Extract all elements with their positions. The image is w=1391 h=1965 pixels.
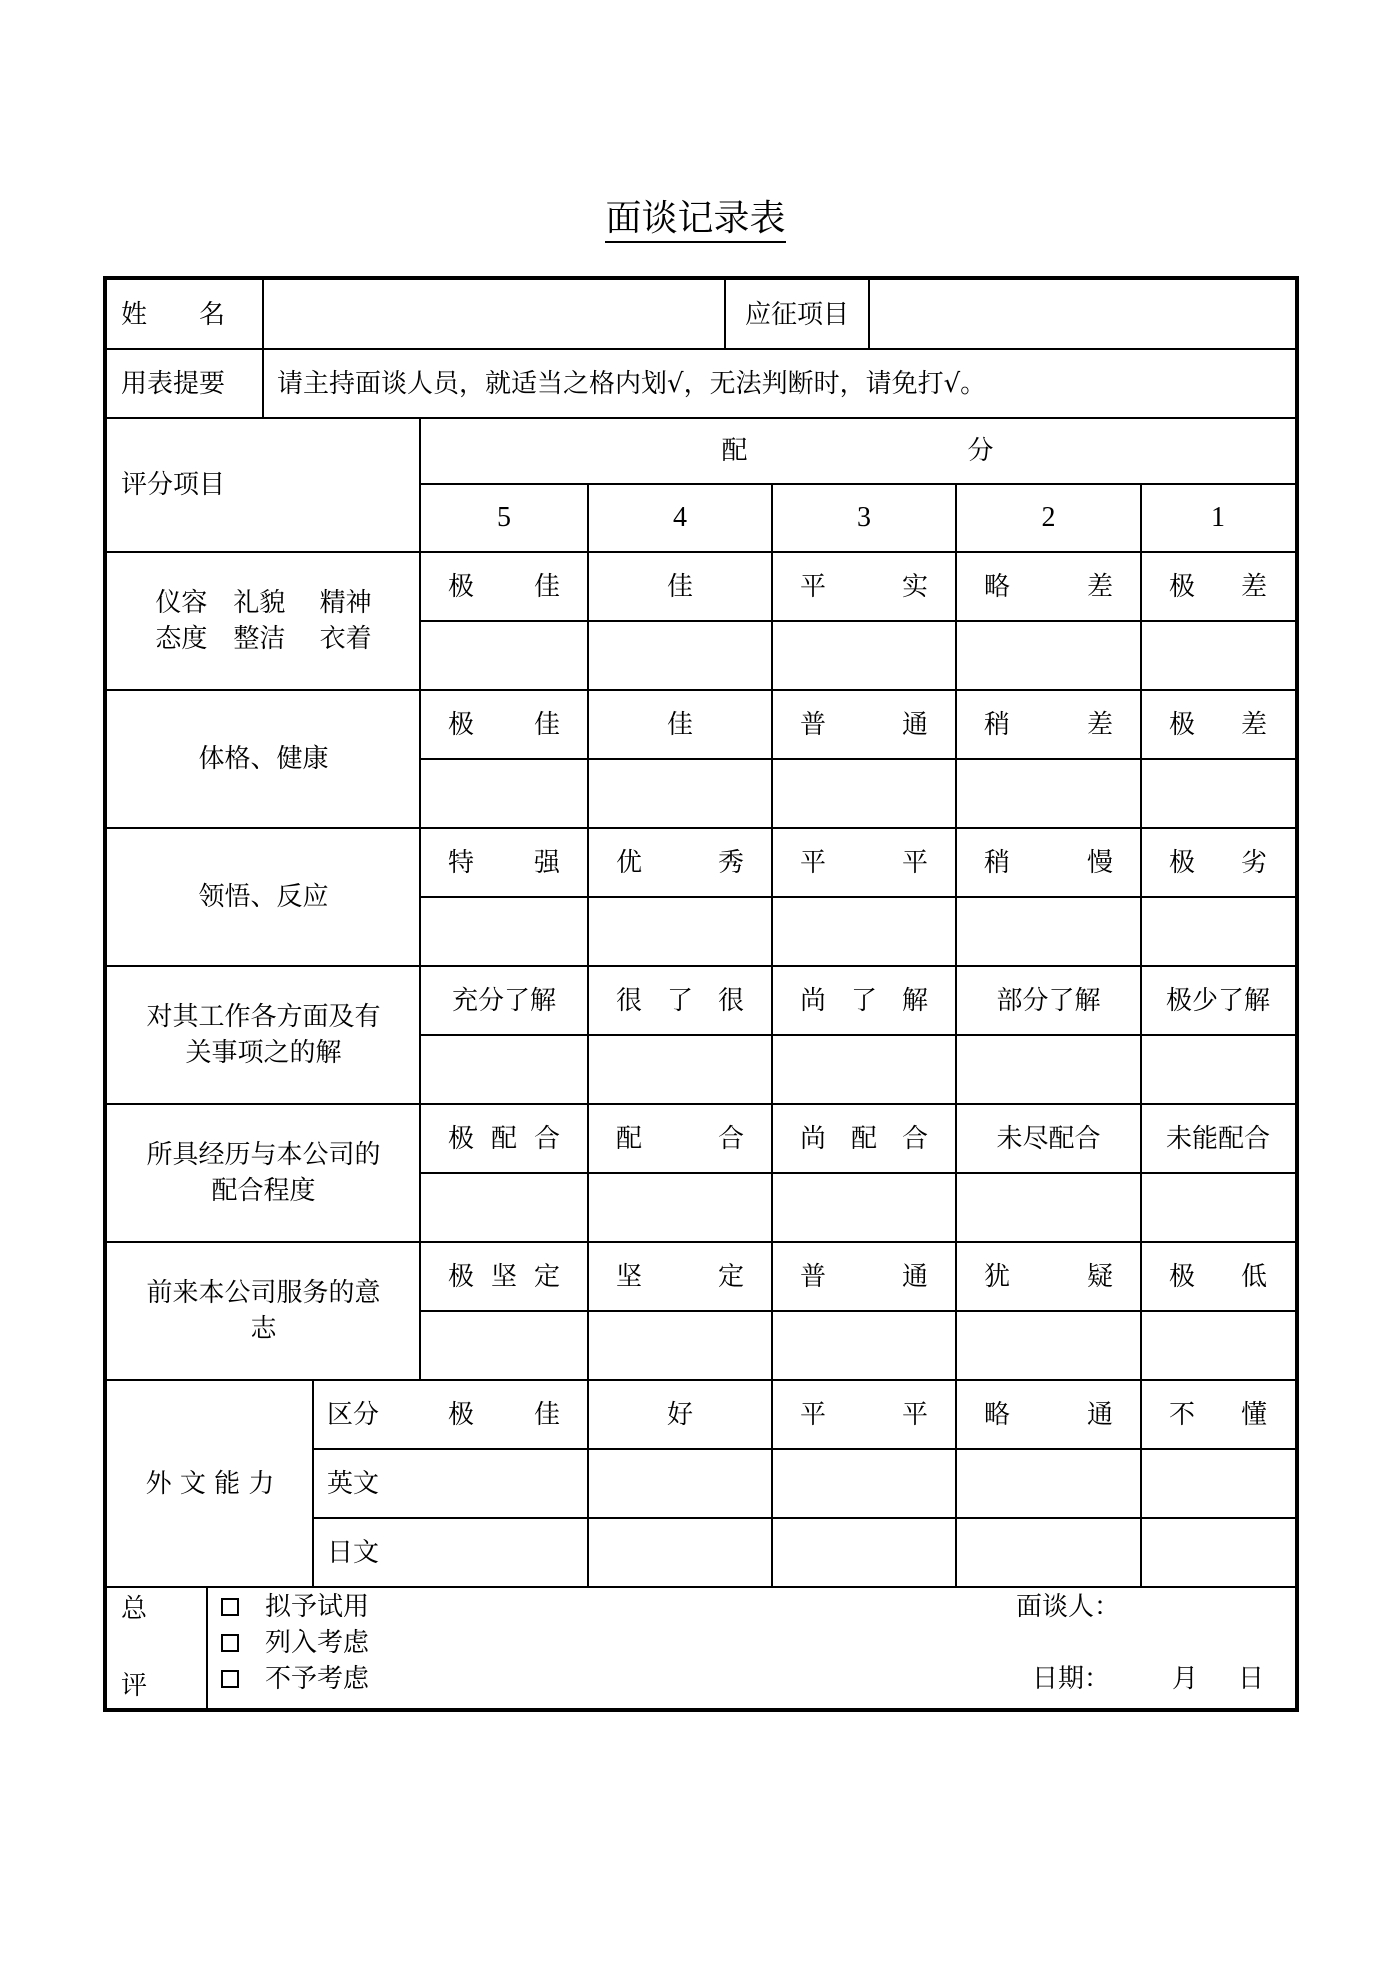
rating-text: 秀 (717, 847, 744, 878)
position-label-text: 应征项目 (744, 299, 849, 330)
language-ability-label (107, 1380, 313, 1587)
rating-text: 差 (1240, 709, 1267, 740)
rating-checkbox-cell[interactable] (1141, 1035, 1295, 1104)
rating-text: 坚 (490, 1261, 517, 1292)
rating-checkbox-cell[interactable] (588, 759, 772, 828)
rating-option (588, 690, 772, 759)
rating-checkbox-cell[interactable] (956, 759, 1141, 828)
rating-text: 平 (800, 847, 827, 878)
rating-text: 坚 (616, 1261, 643, 1292)
summary-option[interactable] (217, 1661, 617, 1697)
interview-record-table (103, 276, 1299, 1712)
grid-line (313, 1448, 1295, 1450)
score-column-4 (588, 484, 772, 552)
english-rating-cell[interactable] (588, 1449, 772, 1518)
instructions-text (263, 349, 1295, 418)
rating-text: 极 (1169, 709, 1196, 740)
rating-text: 实 (901, 571, 928, 602)
rating-text: 稍 (984, 847, 1011, 878)
rating-option (956, 828, 1141, 897)
rating-text: 充分了解 (451, 985, 556, 1016)
rating-text: 略 (984, 1399, 1011, 1430)
summary-option[interactable] (217, 1589, 617, 1625)
criterion-label-line1: 体格、健康 (198, 744, 329, 774)
grid-line (868, 280, 870, 349)
rating-text: 极 (448, 571, 475, 602)
language-sub-label (313, 1518, 420, 1587)
criterion-label-line1: 所具经历与本公司的 (146, 1140, 381, 1170)
english-rating-cell[interactable] (420, 1449, 588, 1518)
rating-text: 极 (448, 1261, 475, 1292)
language-rating-option (1141, 1380, 1295, 1449)
rating-text: 配 (850, 1123, 877, 1154)
criterion-label (107, 966, 420, 1104)
criterion-label-line1: 领悟、反应 (198, 882, 329, 912)
rating-text: 未能配合 (1165, 1123, 1270, 1154)
name-field[interactable] (263, 280, 725, 349)
rating-option (1141, 828, 1295, 897)
instructions-label (107, 349, 263, 418)
criterion-label-line1: 仪容 礼貌 精神 (155, 588, 372, 618)
rating-text: 优 (616, 847, 643, 878)
interviewer-field[interactable] (1002, 1589, 1282, 1625)
rating-text: 通 (901, 1261, 928, 1292)
summary-label-top: 总 (121, 1594, 148, 1624)
rating-text: 部分了解 (996, 985, 1101, 1016)
rating-text: 劣 (1240, 847, 1267, 878)
summary-label (107, 1587, 207, 1708)
name-label (107, 280, 263, 349)
rating-option (588, 828, 772, 897)
rating-option (1141, 690, 1295, 759)
rating-text: 佳 (533, 709, 560, 740)
rating-text: 了 (850, 985, 877, 1016)
form-title: 面谈记录表 (0, 196, 1391, 242)
grid-line (420, 1172, 1295, 1174)
rating-text: 配 (490, 1123, 517, 1154)
rating-text: 极 (1169, 847, 1196, 878)
criterion-label-line1: 对其工作各方面及有 (146, 1002, 381, 1032)
rating-text: 尚 (800, 1123, 827, 1154)
rating-text: 平 (800, 1399, 827, 1430)
rating-checkbox-cell[interactable] (588, 897, 772, 966)
rating-option (772, 828, 956, 897)
rating-text: 佳 (533, 1399, 560, 1430)
rating-option (956, 1104, 1141, 1173)
rating-checkbox-cell[interactable] (772, 621, 956, 690)
rating-checkbox-cell[interactable] (956, 1173, 1141, 1242)
rating-text: 很 (616, 985, 643, 1016)
score-value: 3 (857, 502, 871, 533)
rating-checkbox-cell[interactable] (956, 897, 1141, 966)
grid-line (420, 1310, 1295, 1312)
rating-text: 极 (1169, 571, 1196, 602)
grid-line (420, 896, 1295, 898)
language-sub-label-text: 英文 (327, 1468, 380, 1499)
grid-line (107, 1586, 1295, 1588)
grid-line (313, 1517, 1295, 1519)
rating-text: 合 (533, 1123, 560, 1154)
interviewer-label: 面谈人： (1016, 1592, 1121, 1622)
rating-option (772, 1104, 956, 1173)
rating-option (772, 690, 956, 759)
rating-checkbox-cell[interactable] (588, 1311, 772, 1380)
language-sub-label (313, 1449, 420, 1518)
grid-line (420, 1034, 1295, 1036)
rating-text: 犹 (984, 1261, 1011, 1292)
rating-text: 配 (616, 1123, 643, 1154)
language-sub-label-text: 日文 (327, 1537, 380, 1568)
japanese-rating-cell[interactable] (956, 1518, 1141, 1587)
rating-option (420, 966, 588, 1035)
rating-option (588, 1242, 772, 1311)
checkbox-icon[interactable] (221, 1598, 239, 1616)
score-value: 2 (1041, 502, 1056, 533)
rating-checkbox-cell[interactable] (1141, 1311, 1295, 1380)
rating-text: 差 (1086, 709, 1113, 740)
rating-text: 未尽配合 (996, 1123, 1101, 1154)
rating-text: 疑 (1086, 1261, 1113, 1292)
rating-option (772, 966, 956, 1035)
grid-line (206, 1587, 208, 1708)
score-label-right: 分 (967, 436, 994, 466)
rating-checkbox-cell[interactable] (772, 1311, 956, 1380)
rating-checkbox-cell[interactable] (1141, 621, 1295, 690)
language-rating-option (772, 1380, 956, 1449)
summary-option-label: 列入考虑 (265, 1628, 370, 1658)
language-sub-label-text: 区分 (327, 1399, 380, 1430)
rating-checkbox-cell[interactable] (956, 621, 1141, 690)
position-label (725, 280, 869, 349)
rating-text: 合 (717, 1123, 744, 1154)
rating-text: 尚 (800, 985, 827, 1016)
score-column-5 (420, 484, 588, 552)
month-label: 月 (1172, 1664, 1199, 1694)
rating-text: 极 (448, 1399, 475, 1430)
grid-line (420, 758, 1295, 760)
rating-option (1141, 1104, 1295, 1173)
japanese-rating-cell[interactable] (588, 1518, 772, 1587)
rating-option (588, 552, 772, 621)
criterion-label-line2: 关事项之的解 (185, 1038, 342, 1068)
rating-option (420, 552, 588, 621)
rating-checkbox-cell[interactable] (420, 621, 588, 690)
rating-text: 解 (901, 985, 928, 1016)
rating-text: 极 (448, 1123, 475, 1154)
criterion-label-line2: 态度 整洁 衣着 (155, 624, 372, 654)
summary-option-label: 不予考虑 (265, 1664, 370, 1694)
rating-text: 平 (901, 847, 928, 878)
rating-checkbox-cell[interactable] (1141, 1173, 1295, 1242)
rating-text: 定 (533, 1261, 560, 1292)
checkbox-icon[interactable] (221, 1634, 239, 1652)
rating-text: 懂 (1240, 1399, 1267, 1430)
summary-option[interactable] (217, 1625, 617, 1661)
english-rating-cell[interactable] (772, 1449, 956, 1518)
rating-text: 普 (800, 709, 827, 740)
rating-option (772, 1242, 956, 1311)
criterion-label-line1: 前来本公司服务的意 (146, 1278, 381, 1308)
score-column-3 (772, 484, 956, 552)
rating-checkbox-cell[interactable] (772, 1035, 956, 1104)
rating-checkbox-cell[interactable] (956, 1035, 1141, 1104)
rating-option (956, 552, 1141, 621)
rating-option (588, 966, 772, 1035)
language-rating-option (588, 1380, 772, 1449)
position-field[interactable] (869, 280, 1295, 349)
day-label: 日 (1238, 1664, 1265, 1694)
language-rating-option (420, 1380, 588, 1449)
rating-text: 不 (1169, 1399, 1196, 1430)
criterion-label (107, 828, 420, 966)
rating-option (588, 1104, 772, 1173)
rating-checkbox-cell[interactable] (1141, 897, 1295, 966)
rating-option (420, 1242, 588, 1311)
rating-checkbox-cell[interactable] (420, 1035, 588, 1104)
criterion-label (107, 1242, 420, 1380)
rating-checkbox-cell[interactable] (420, 759, 588, 828)
japanese-rating-cell[interactable] (420, 1518, 588, 1587)
rating-text: 特 (448, 847, 475, 878)
rating-text: 通 (901, 709, 928, 740)
rating-option (956, 690, 1141, 759)
rating-text: 极 (448, 709, 475, 740)
language-sub-label (313, 1380, 420, 1449)
japanese-rating-cell[interactable] (772, 1518, 956, 1587)
date-field[interactable] (1032, 1661, 1292, 1697)
rating-text: 普 (800, 1261, 827, 1292)
rating-text: 佳 (533, 571, 560, 602)
rating-option (1141, 966, 1295, 1035)
rating-checkbox-cell[interactable] (772, 759, 956, 828)
rating-option (956, 1242, 1141, 1311)
rating-checkbox-cell[interactable] (588, 621, 772, 690)
rating-option (420, 690, 588, 759)
score-items-label-text: 评分项目 (121, 470, 226, 500)
rating-option (420, 828, 588, 897)
score-value: 1 (1211, 502, 1225, 533)
rating-text: 略 (984, 571, 1011, 602)
grid-line (420, 620, 1295, 622)
rating-text: 平 (800, 571, 827, 602)
rating-text: 差 (1240, 571, 1267, 602)
score-column-1 (1141, 484, 1295, 552)
score-label-left: 配 (721, 436, 748, 466)
rating-text: 定 (717, 1261, 744, 1292)
criterion-label-line2: 配合程度 (211, 1176, 316, 1206)
score-items-label (107, 418, 420, 552)
rating-text: 了 (666, 985, 693, 1016)
rating-text: 极少了解 (1165, 985, 1270, 1016)
rating-text: 稍 (984, 709, 1011, 740)
criterion-label-line2: 志 (250, 1314, 277, 1344)
instructions-content: 请主持面谈人员，就适当之格内划√，无法判断时，请免打√。 (277, 368, 987, 399)
criterion-label (107, 1104, 420, 1242)
rating-text: 强 (533, 847, 560, 878)
instructions-label-text: 用表提要 (121, 368, 226, 399)
rating-text: 很 (717, 985, 744, 1016)
japanese-rating-cell[interactable] (1141, 1518, 1295, 1587)
criterion-label (107, 690, 420, 828)
language-rating-option (956, 1380, 1141, 1449)
rating-option (1141, 552, 1295, 621)
score-value: 5 (497, 502, 511, 533)
grid-line (724, 280, 726, 349)
rating-checkbox-cell[interactable] (772, 1173, 956, 1242)
rating-checkbox-cell[interactable] (588, 1173, 772, 1242)
rating-checkbox-cell[interactable] (420, 1311, 588, 1380)
rating-option (956, 966, 1141, 1035)
rating-option (420, 1104, 588, 1173)
rating-text: 佳 (666, 571, 693, 602)
rating-checkbox-cell[interactable] (1141, 759, 1295, 828)
rating-text: 差 (1086, 571, 1113, 602)
checkbox-icon[interactable] (221, 1670, 239, 1688)
rating-text: 佳 (666, 709, 693, 740)
score-label (420, 418, 1295, 484)
rating-checkbox-cell[interactable] (420, 1173, 588, 1242)
english-rating-cell[interactable] (1141, 1449, 1295, 1518)
score-column-2 (956, 484, 1141, 552)
rating-text: 好 (666, 1399, 693, 1430)
summary-label-bottom: 评 (121, 1671, 148, 1701)
rating-text: 通 (1086, 1399, 1113, 1430)
rating-text: 合 (901, 1123, 928, 1154)
rating-checkbox-cell[interactable] (420, 897, 588, 966)
rating-text: 平 (901, 1399, 928, 1430)
rating-checkbox-cell[interactable] (772, 897, 956, 966)
rating-option (1141, 1242, 1295, 1311)
language-ability-text: 外 文 能 力 (145, 1468, 275, 1499)
rating-text: 慢 (1086, 847, 1113, 878)
rating-text: 低 (1240, 1261, 1267, 1292)
english-rating-cell[interactable] (956, 1449, 1141, 1518)
score-value: 4 (673, 502, 687, 533)
criterion-label (107, 552, 420, 690)
rating-option (772, 552, 956, 621)
name-label-text: 姓 名 (121, 299, 226, 330)
rating-text: 极 (1169, 1261, 1196, 1292)
date-label: 日期： (1032, 1664, 1111, 1694)
summary-option-label: 拟予试用 (265, 1592, 370, 1622)
rating-checkbox-cell[interactable] (588, 1035, 772, 1104)
rating-checkbox-cell[interactable] (956, 1311, 1141, 1380)
